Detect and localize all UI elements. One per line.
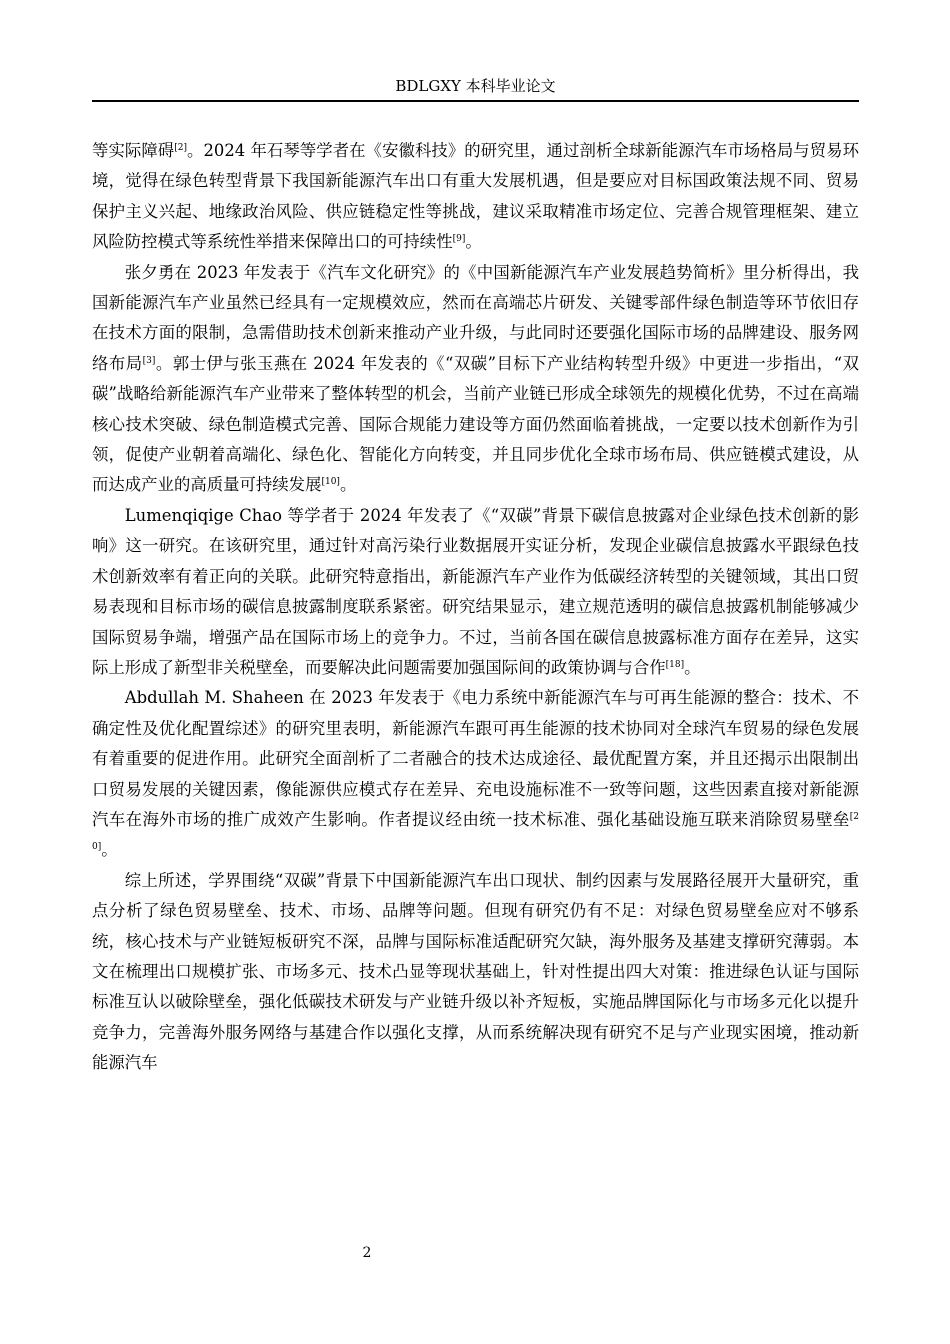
- paragraph-text: 。: [339, 475, 357, 495]
- running-header: BDLGXY 本科毕业论文: [395, 77, 556, 95]
- page-number: 2: [362, 1245, 372, 1261]
- paragraph-text: Abdullah M. Shaheen 在 2023 年发表于《电力系统中新能源汽车与可再生能源的整合：技术、不确定性及优化配置综述》的研究里表明，新能源汽车跟可再生能源的技术协同对全球汽车贸易的绿色发展有着重要的促进作用。此研究全面剖析了二者融合的技术达成途径、最优配置方案，并且还揭示出限制出口贸易发展的关键因素，像能源供应模式存在差异、充电设施标准不一致等问题，这些因素直接对新能源汽车在海外市场的推广成效产生影响。作者提议经由统一技术标准、强化基础设施互联来消除贸易壁垒: [92, 688, 859, 829]
- paragraph-4: [92, 683, 859, 865]
- citation-ref: [2]: [174, 143, 187, 153]
- paragraph-text: 。: [101, 840, 118, 860]
- paragraph-text: 等实际障碍: [92, 141, 175, 160]
- header-rule: [92, 100, 859, 102]
- paragraph-2: [92, 258, 859, 501]
- paragraph-3: [92, 501, 859, 683]
- citation-ref: [18]: [665, 659, 685, 670]
- paragraph-text: 综上所述，学界围绕“双碳”背景下中国新能源汽车出口现状、制约因素与发展路径展开大量研究，重点分析了绿色贸易壁垒、技术、市场、品牌等问题。但现有研究仍有不足：对绿色贸易壁垒应对不够系统，核心技术与产业链短板研究不深，品牌与国际标准适配研究欠缺，海外服务及基建支撑研究薄弱。本文在梳理出口规模扩张、市场多元、技术凸显等现状基础上，针对性提出四大对策：推进绿色认证与国际标准互认以破除壁垒，强化低碳技术研发与产业链升级以补齐短板，实施品牌国际化与市场多元化以提升竞争力，完善海外服务网络与基建合作以强化支撑，从而系统解决现有研究不足与产业现实困境，推动新能源汽车: [92, 870, 859, 1073]
- paragraph-text: Lumenqiqige Chao 等学者于 2024 年发表了《“双碳”背景下碳信息披露对企业绿色技术创新的影响》这一研究。在该研究里，通过针对高污染行业数据展开实证分析，发现企业碳信息披露水平跟绿色技术创新效率有着正向的关联。此研究特意指出，新能源汽车产业作为低碳经济转型的关键领域，其出口贸易表现和目标市场的碳信息披露制度联系紧密。研究结果显示，建立规范透明的碳信息披露机制能够减少国际贸易争端，增强产品在国际市场上的竞争力。不过，当前各国在碳信息披露标准方面存在差异，这实际上形成了新型非关税壁垒，而要解决此问题需要加强国际间的政策协调与合作: [92, 505, 859, 677]
- paragraph-text: 张夕勇在 2023 年发表于《汽车文化研究》的《中国新能源汽车产业发展趋势简析》里分析得出，我国新能源汽车产业虽然已经具有一定规模效应，然而在高端芯片研发、关键零部件绿色制造等环节依旧存在技术方面的限制，急需借助技术创新来推动产业升级，与此同时还要强化国际市场的品牌建设、服务网络布局: [92, 262, 859, 373]
- citation-ref: [10]: [321, 477, 340, 488]
- paragraph-text: 。: [684, 657, 701, 677]
- paragraph-text: 。2024 年石琴等学者在《安徽科技》的研究里，通过剖析全球新能源汽车市场格局与贸易环境，觉得在绿色转型背景下我国新能源汽车出口有重大发展机遇，但是要应对目标国政策法规不同、贸易保护主义兴起、地缘政治风险、供应链稳定性等挑战，建议采取精准市场定位、完善合规管理框架、建立风险防控模式等系统性举措来保障出口的可持续性: [92, 141, 860, 252]
- paragraph-text: 。郭士伊与张玉燕在 2024 年发表的《“双碳”目标下产业结构转型升级》中更进一步指出，“双碳”战略给新能源汽车产业带来了整体转型的机会，当前产业链已形成全球领先的规模化优势，不过在高端核心技术突破、绿色制造模式完善、国际合规能力建设等方面仍然面临着挑战，一定要以技术创新作为引领，促使产业朝着高端化、绿色化、智能化方向转变，并且同步优化全球市场布局、供应链模式建设，从而达成产业的高质量可持续发展: [92, 353, 860, 495]
- body-text: [92, 136, 859, 1079]
- paragraph-5: [92, 866, 859, 1079]
- paragraph-text: 。: [465, 232, 482, 252]
- citation-ref: [3]: [142, 355, 156, 366]
- citation-ref: [20]: [92, 811, 859, 853]
- paragraph-1: [92, 136, 859, 258]
- citation-ref: [9]: [452, 234, 466, 245]
